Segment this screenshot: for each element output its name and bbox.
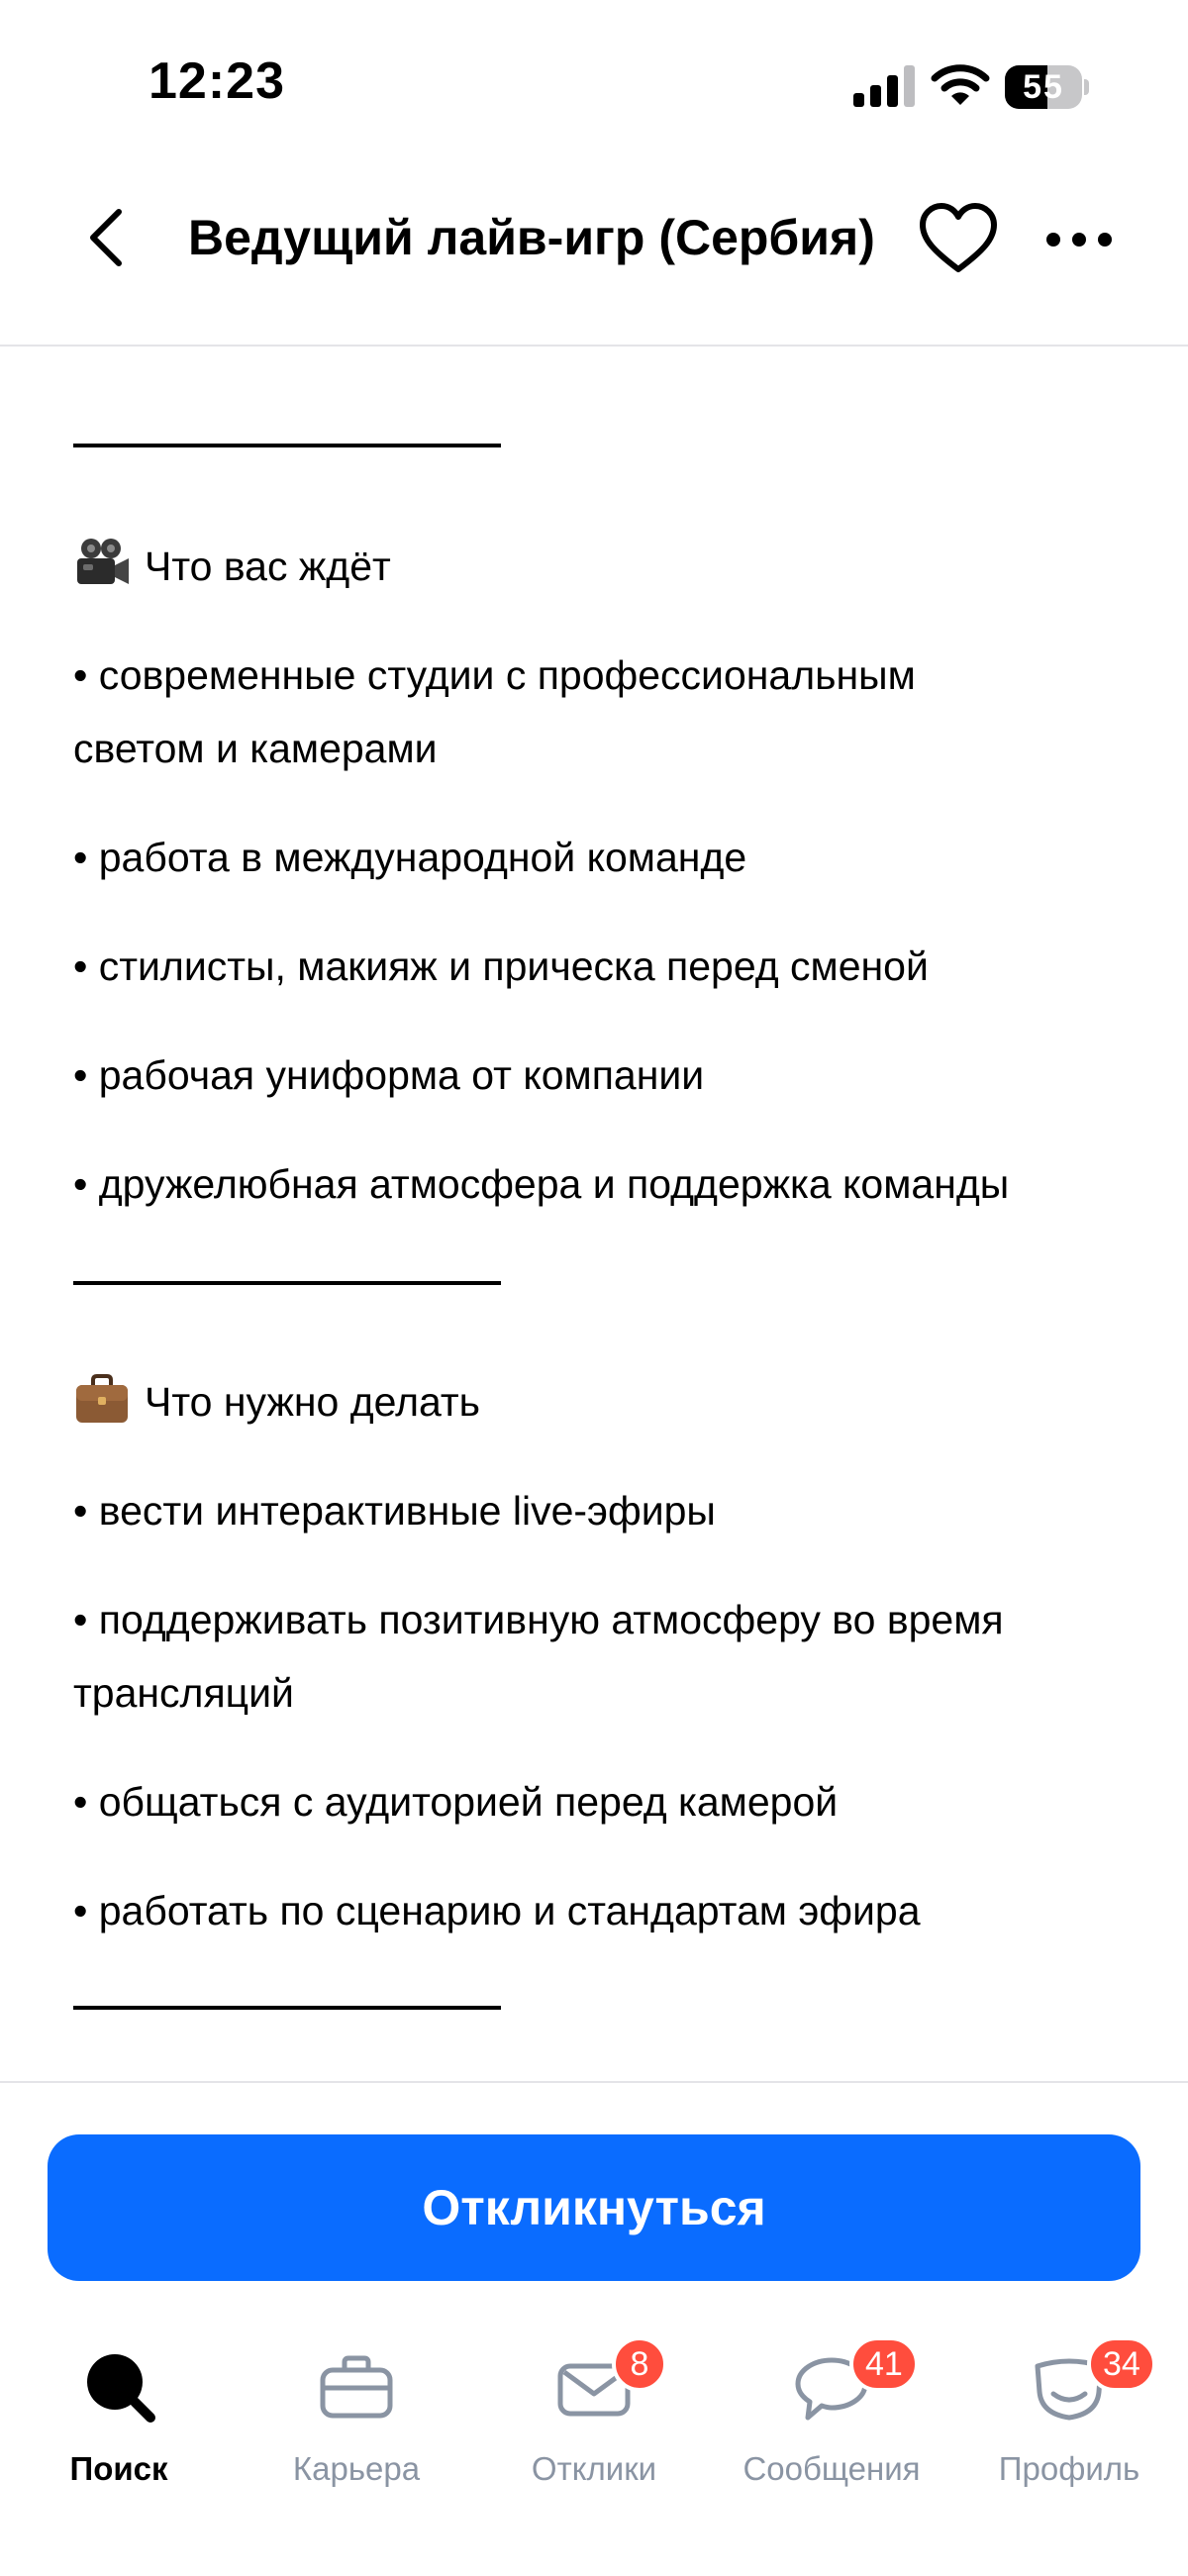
list-item: • современные студии с профессиональным [73,652,916,698]
list-item: • рабочая униформа от компании [73,1052,705,1098]
text-divider [73,2006,501,2010]
cellular-signal-icon [851,63,921,109]
page-title: Ведущий лайв-игр (Сербия) [188,210,875,265]
tab-career[interactable] [238,2328,475,2576]
list-item-continuation: светом и камерами [73,726,438,771]
list-item: • дружелюбная атмосфера и поддержка команды [73,1161,1010,1207]
battery-body [1005,65,1082,109]
list-item: • работа в международной команде [73,835,747,880]
list-item: • вести интерактивные live-эфиры [73,1488,716,1534]
tab-label: Карьера [292,2450,421,2487]
section-heading-text: Что нужно делать [145,1379,481,1425]
section-heading-duties [73,1366,480,1437]
tab-label: Поиск [69,2450,168,2487]
tab-bar [0,2328,1188,2576]
apply-button[interactable]: Откликнуться [48,2134,1140,2281]
tab-label: Отклики [531,2450,657,2487]
badge-responses: 8 [612,2336,667,2392]
battery-cap [1084,79,1089,95]
briefcase-icon [317,2348,396,2427]
tab-search[interactable] [0,2328,238,2576]
tab-label: Профиль [998,2450,1140,2487]
more-dots-icon[interactable] [1040,198,1119,281]
tab-responses[interactable] [475,2328,713,2576]
list-item: • общаться с аудиторией перед камерой [73,1779,839,1825]
movie-camera-icon [73,535,131,592]
search-icon [79,2348,158,2427]
heart-outline-icon[interactable] [917,198,1000,281]
list-item-continuation: трансляций [73,1670,294,1716]
action-bar [0,2081,1188,2330]
battery-icon [1005,65,1086,109]
tab-messages[interactable] [713,2328,950,2576]
list-item: • стилисты, макияж и прическа перед сменой [73,943,929,989]
briefcase-icon [73,1370,131,1428]
status-time: 12:23 [148,52,285,110]
text-divider [73,1281,501,1285]
badge-messages: 41 [849,2336,919,2392]
tab-label: Сообщения [742,2450,921,2487]
nav-header [0,168,1188,347]
vacancy-description [0,317,1188,2079]
chevron-left-icon[interactable] [69,198,148,277]
wifi-icon [931,61,990,107]
list-item: • поддерживать позитивную атмосферу во время [73,1597,1004,1642]
tab-profile[interactable] [950,2328,1188,2576]
section-heading-expectations [73,531,391,602]
badge-profile: 34 [1087,2336,1156,2392]
text-divider [73,444,501,447]
list-item: • работать по сценарию и стандартам эфира [73,1888,921,1933]
status-bar [0,0,1188,168]
battery-level: 55 [1023,68,1064,106]
section-heading-text: Что вас ждёт [145,544,391,589]
